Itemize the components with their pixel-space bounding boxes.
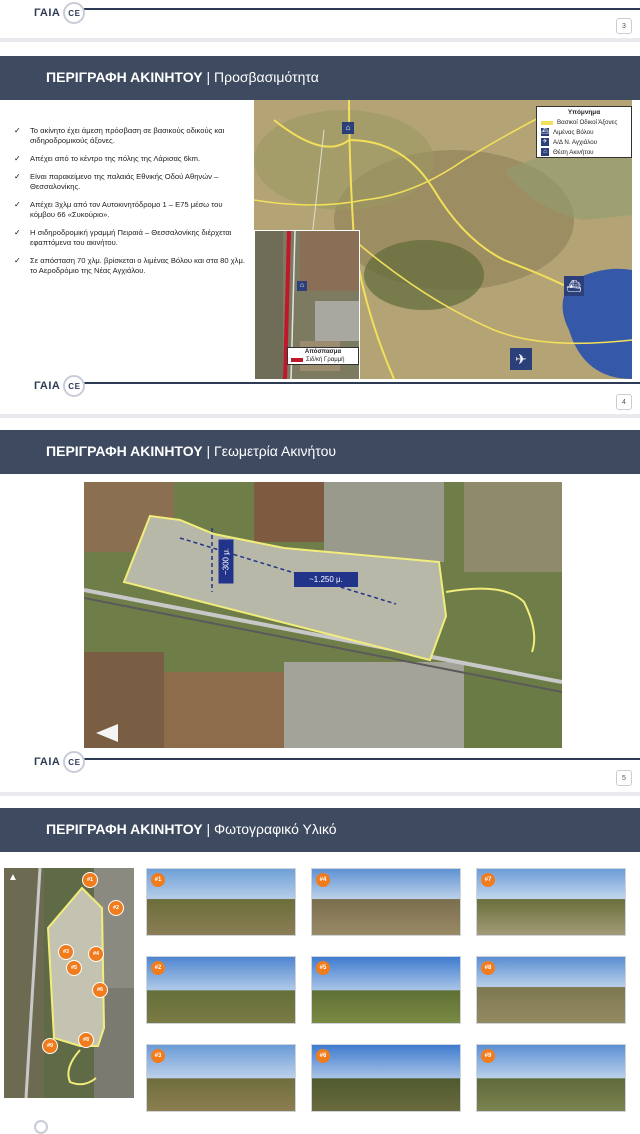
slide-3 [0,0,640,38]
photo-9[interactable] [476,1044,626,1112]
header-separator: | [202,821,214,837]
check-icon: ✓ [14,172,21,181]
length-dimension-label: ~1.250 μ. [294,572,358,587]
bullet-item: ✓ Σε απόσταση 70 χλμ. βρίσκεται ο λιμένας Βόλου και στα 80 χλμ. το Αεροδρόμιο της Νέας Αγχιάλου. [14,256,245,275]
slide-4 [0,42,640,414]
photo-badge: #8 [481,961,495,975]
ship-icon: ⛴ [541,129,549,135]
footer-rule [70,758,640,760]
building-icon: ⌂ [541,148,549,156]
brand-logo-mark [34,1120,48,1134]
photo-badge: #6 [316,1049,330,1063]
brand-logo [34,1120,48,1134]
header-title: ΠΕΡΙΓΡΑΦΗ ΑΚΙΝΗΤΟΥ [46,443,203,459]
width-dimension-label: ~300 μ. [219,540,234,584]
brand-logo [34,2,85,24]
photo-locations-map [4,868,134,1098]
property-geometry-map [84,482,562,748]
header-title: ΠΕΡΙΓΡΑΦΗ ΑΚΙΝΗΤΟΥ [46,69,203,85]
slide-6 [0,796,640,1134]
inset-map [254,230,360,379]
footer-rule [70,8,640,10]
brand-logo-text: ΓΑΙΑ [34,380,61,392]
brand-logo-text: ΓΑΙΑ [34,756,61,768]
photo-8[interactable] [476,956,626,1024]
photo-1[interactable] [146,868,296,936]
header-separator: | [202,69,214,85]
property-location-icon: ⌂ [342,122,354,134]
bullet-list [14,126,246,284]
check-icon: ✓ [14,228,21,237]
map-legend [536,106,632,158]
page-number: 3 [616,18,632,34]
check-icon: ✓ [14,126,21,135]
brand-logo-mark: CE [63,751,85,773]
ship-icon: ⛴ [564,276,584,296]
check-icon: ✓ [14,154,21,163]
railway-line-icon [291,358,303,362]
photo-2[interactable] [146,956,296,1024]
photo-3[interactable] [146,1044,296,1112]
property-geometry-graphic [84,482,562,748]
footer-rule [70,382,640,384]
bullet-item: ✓ Η σιδηροδρομική γραμμή Πειραιά – Θεσσαλονίκης διέρχεται εφαπτόμενα του ακινήτου. [14,228,232,247]
slide-header [0,430,640,474]
map-pin: #3 [58,944,74,960]
legend-title: Υπόμνημα [567,109,601,116]
page-number: 4 [616,394,632,410]
bullet-item: ✓ Το ακίνητο έχει άμεση πρόσβαση σε βασικούς οδικούς και σιδηροδρομικούς άξονες. [14,126,225,145]
legend-item: ⛴ Λιμένας Βόλου [541,128,594,136]
brand-logo-mark: CE [63,2,85,24]
brand-logo [34,375,85,397]
check-icon: ✓ [14,200,21,209]
bullet-item: ✓ Απέχει 3χλμ από τον Αυτοκινητόδρομο 1 – Ε75 μέσω του κόμβου 66 «Συκούριο». [14,200,223,219]
inset-legend-item: Σιδ/κή Γραμμή [288,356,358,364]
photo-5[interactable] [311,956,461,1024]
north-arrow-icon [96,724,118,742]
photo-badge: #2 [151,961,165,975]
header-title: ΠΕΡΙΓΡΑΦΗ ΑΚΙΝΗΤΟΥ [46,821,203,837]
photo-7[interactable] [476,868,626,936]
map-pin: #1 [82,872,98,888]
legend-item: Βασικοί Οδικοί Άξονες [537,118,631,127]
map-pin: #2 [108,900,124,916]
map-pin: #6 [92,982,108,998]
map-pin: #9 [42,1038,58,1054]
map-pin: #8 [78,1032,94,1048]
slide-header [0,808,640,852]
bullet-item: ✓ Είναι παρακείμενο της παλαιάς Εθνικής Οδού Αθηνών – Θεσσαλονίκης. [14,172,219,191]
check-icon: ✓ [14,256,21,265]
photo-4[interactable] [311,868,461,936]
brand-logo-text: ΓΑΙΑ [34,7,61,19]
slide-5 [0,418,640,792]
legend-item: ⌂ Θέση Ακινήτου [537,147,631,157]
airplane-icon: ✈ [510,348,532,370]
header-separator: | [202,443,214,459]
slide-header [0,56,640,100]
inset-legend-title: Απόσπασμα [304,349,342,355]
photo-6[interactable] [311,1044,461,1112]
map-pin: #5 [66,960,82,976]
property-location-icon: ⌂ [297,281,307,291]
photo-badge: #7 [481,873,495,887]
photo-badge: #4 [316,873,330,887]
header-subtitle: Γεωμετρία Ακινήτου [214,443,337,459]
map-pin: #4 [88,946,104,962]
bullet-item: ✓ Απέχει από το κέντρο της πόλης της Λάρισας 6km. [14,154,201,163]
page-number: 5 [616,770,632,786]
header-subtitle: Φωτογραφικό Υλικό [214,821,337,837]
inset-legend [287,347,359,365]
regional-map [254,100,632,379]
brand-logo-mark: CE [63,375,85,397]
brand-logo [34,751,85,773]
photo-badge: #3 [151,1049,165,1063]
photo-badge: #1 [151,873,165,887]
legend-item: ✈ Α/Δ Ν. Αγχιάλου [542,138,598,146]
north-arrow-icon: ▲ [8,872,18,883]
road-line-icon [541,121,553,125]
photo-badge: #5 [316,961,330,975]
airplane-icon: ✈ [542,139,548,145]
header-subtitle: Προσβασιμότητα [214,69,319,85]
photo-badge: #9 [481,1049,495,1063]
